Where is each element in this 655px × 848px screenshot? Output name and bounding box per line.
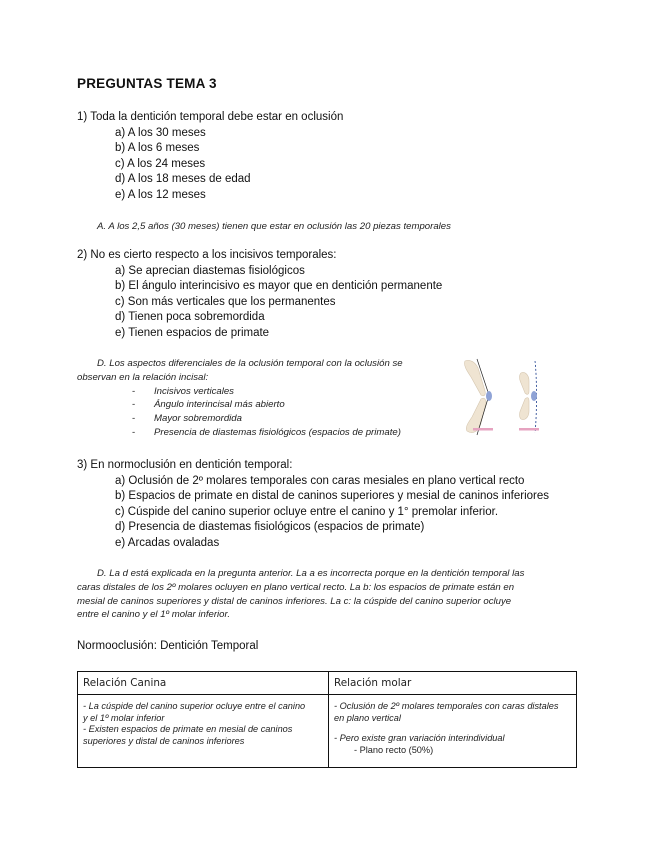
answer-2-lead: D. Los aspectos diferenciales de la oclusión temporal con la oclusión se (97, 358, 403, 369)
cell-line: - Pero existe gran variación interindividual (334, 733, 505, 744)
cell-canina (78, 695, 329, 768)
question-3-stem: 3) En normoclusión en dentición temporal: (77, 459, 293, 471)
cell-line: - Existen espacios de primate en mesial de caninos (83, 724, 293, 735)
answer-2-lead-cont: observan en la relación incisal: (77, 371, 209, 383)
option-item: e) Tienen espacios de primate (115, 326, 270, 339)
answer-3-line: mesial de caninos superiores y distal de caninos inferiores. La c: la cúspide del canino superior ocluye (77, 595, 512, 607)
header-canina: Relación Canina (78, 672, 329, 695)
occlusion-table (77, 671, 577, 768)
cell-line: - La cúspide del canino superior ocluye entre el canino (83, 701, 306, 711)
question-2-stem: 2) No es cierto respecto a los incisivos temporales: (77, 249, 337, 261)
answer-3 (77, 567, 577, 622)
answer-3-line: D. La d está explicada en la pregunta anterior. La a es incorrecta porque en la dentición temporal las (97, 568, 525, 579)
option-item: a) Se aprecian diastemas fisiológicos (115, 264, 305, 277)
answer-2-list (77, 385, 447, 440)
option-item: b) Espacios de primate en distal de caninos superiores y mesial de caninos inferiores (115, 490, 550, 503)
question-3 (77, 458, 549, 552)
option-item: b) El ángulo interincisivo es mayor que en dentición permanente (115, 280, 443, 293)
temporary-incisors-drawing (519, 361, 539, 433)
option-item: a) A los 30 meses (115, 126, 206, 139)
list-item: - Mayor sobremordida (132, 412, 447, 426)
cell-line: - Plano recto (50%) (354, 744, 434, 755)
option-item: d) A los 18 meses de edad (115, 173, 251, 186)
cell-line: superiores y distal de caninos inferiores (83, 735, 245, 746)
page-title: PREGUNTAS TEMA 3 (77, 76, 217, 91)
incisor-relation-figure (455, 357, 565, 437)
question-2-options (77, 264, 442, 342)
answer-3-line: caras distales de los 2º molares ocluyen en plano vertical recto. La b: los espacios de primate están en (77, 581, 515, 593)
question-1-options (77, 126, 343, 204)
answer-2 (77, 357, 447, 440)
list-item: - Ángulo interincisal más abierto (132, 398, 447, 412)
list-item: - Presencia de diastemas fisiológicos (espacios de primate) (132, 426, 447, 440)
option-item: c) Son más verticales que los permanentes (115, 295, 336, 308)
table-row (78, 695, 577, 768)
question-3-options (77, 474, 549, 552)
table-header-row (78, 672, 577, 695)
option-item: e) Arcadas ovaladas (115, 536, 220, 549)
answer-3-line: entre el canino y el 1º molar inferior. (77, 609, 230, 621)
option-item: d) Presencia de diastemas fisiológicos (espacios de primate) (115, 521, 425, 534)
permanent-incisors-drawing (464, 359, 493, 435)
question-1 (77, 110, 343, 204)
option-item: b) A los 6 meses (115, 142, 200, 155)
cell-line: en plano vertical (334, 712, 401, 723)
answer-1: A. A los 2,5 años (30 meses) tienen que estar en oclusión las 20 piezas temporales (97, 221, 451, 232)
list-item: - Incisivos verticales (132, 385, 447, 399)
cell-molar (329, 695, 577, 768)
section-subtitle: Normooclusión: Dentición Temporal (77, 640, 259, 652)
question-2 (77, 248, 442, 342)
cell-line: y el 1º molar inferior (83, 712, 165, 723)
option-item: c) A los 24 meses (115, 157, 206, 170)
option-item: a) Oclusión de 2º molares temporales con caras mesiales en plano vertical recto (115, 474, 525, 487)
option-item: e) A los 12 meses (115, 188, 206, 201)
option-item: d) Tienen poca sobremordida (115, 311, 265, 324)
question-1-stem: 1) Toda la dentición temporal debe estar en oclusión (77, 111, 344, 123)
cell-line: - Oclusión de 2º molares temporales con caras distales (334, 701, 559, 711)
option-item: c) Cúspide del canino superior ocluye entre el canino y 1° premolar inferior. (115, 505, 499, 518)
header-molar: Relación molar (329, 672, 577, 695)
